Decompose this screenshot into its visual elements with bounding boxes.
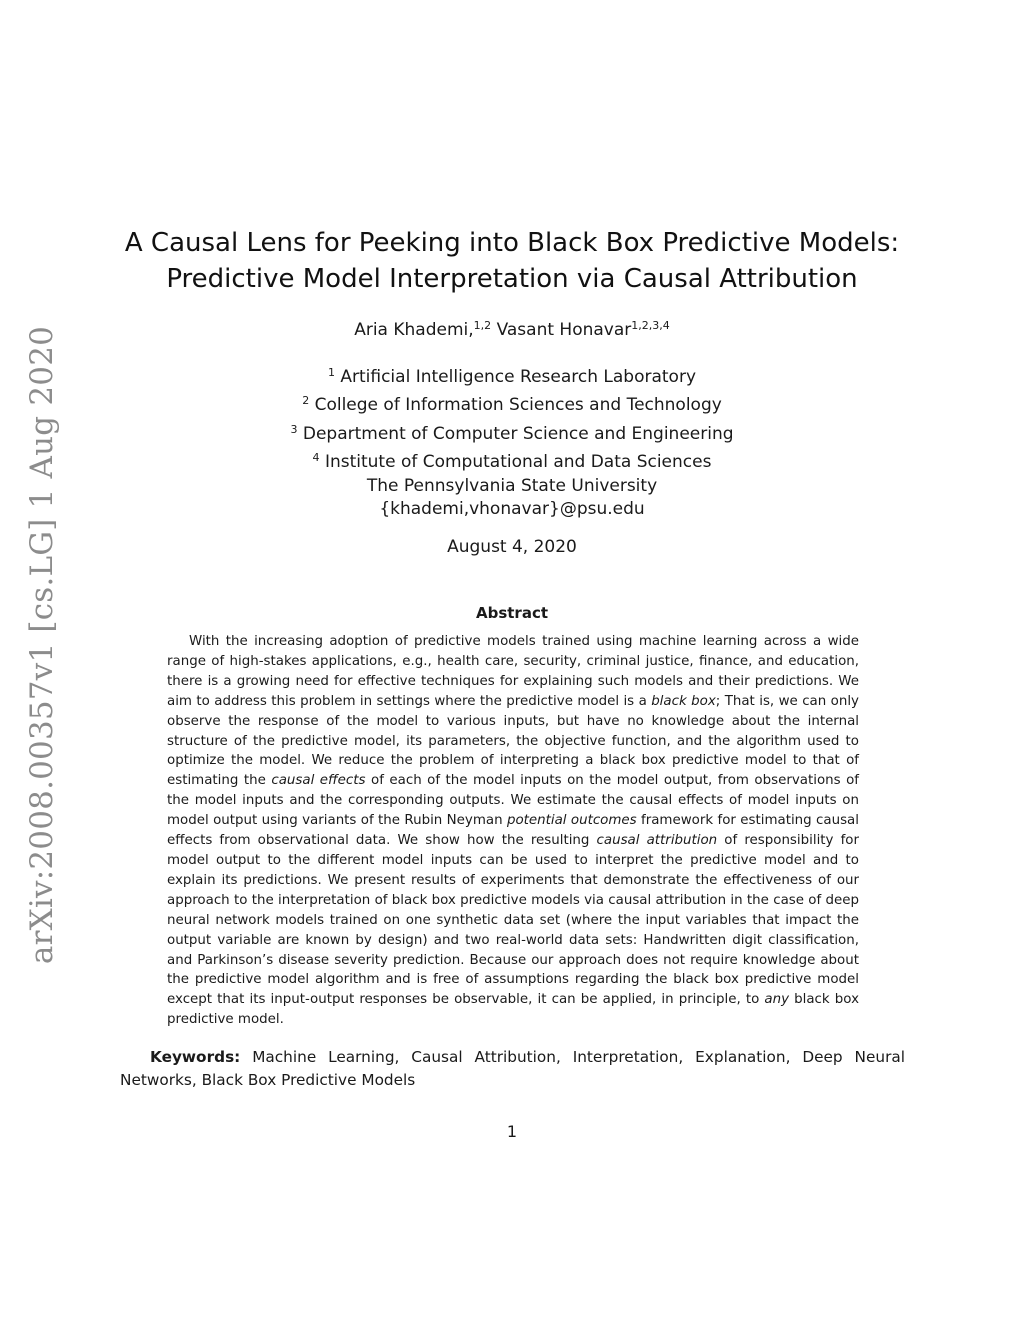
author-list: [0, 319, 1024, 340]
affiliation-mark: 1: [327, 366, 335, 379]
abstract-text: ; That is, we can only observe the response of the model to various inputs, but have no knowledge about the internal structure of the predictive model, its parameters, the objective function, and the algorithm used to optimize the model. We reduce the problem of interpreting a black box predictive model to that of estimating the: [167, 693, 859, 789]
affiliation-text: College of Information Sciences and Technology: [314, 395, 722, 416]
abstract-heading: Abstract: [475, 604, 549, 622]
abstract-text: of each of the model inputs on the model output, from observations of the model inputs and the corresponding outputs. We estimate the causal effects of model inputs on model output using variants of the Rubin Neyman: [167, 773, 859, 829]
affiliation-line: [0, 361, 1024, 389]
affiliation-line: [0, 446, 1024, 474]
abstract-text: of responsibility for model output to the different model inputs can be used to interpret the predictive model and to explain its predictions. We present results of experiments that demonstrate the effectiveness of our approach to the interpretation of black box predictive models via causal attribution in the case of deep neural network models trained on one synthetic data set (where the input variables that impact the output variable are known by design) and two real-world data sets: Handwritten digit classification, and Parkinson’s disease severity prediction. Because our approach does not require knowledge about the predictive model algorithm and is free of assumptions regarding the black box predictive model except that its input-output responses be observable, it can be applied, in principle, to: [167, 833, 859, 1008]
keywords-paragraph: [120, 1046, 905, 1092]
title-line-1: A Causal Lens for Peeking into Black Box Predictive Models:: [124, 228, 900, 258]
university-name: The Pennsylvania State University: [366, 475, 658, 496]
title-line-2: Predictive Model Interpretation via Causal Attribution: [166, 264, 858, 294]
abstract-emphasis: causal effects: [271, 773, 366, 789]
affiliation-line: [0, 389, 1024, 417]
keywords-label: Keywords:: [150, 1048, 241, 1066]
keywords-text: Machine Learning, Causal Attribution, Interpretation, Explanation, Deep Neural Networks, Black Box Predictive Models: [120, 1048, 905, 1089]
abstract-emphasis: black box: [651, 693, 716, 709]
arxiv-identifier: arXiv:2008.00357v1 [cs.LG] 1 Aug 2020: [24, 325, 60, 965]
author-email: {khademi,vhonavar}@psu.edu: [379, 499, 645, 520]
abstract-text: With the increasing adoption of predictive models trained using machine learning across a wide range of high-stakes applications, e.g., health care, security, criminal justice, finance, and education, there is a growing need for effective techniques for explaining such models and their predictions. We aim to address this problem in settings where the predictive model is a: [167, 634, 859, 709]
abstract-emphasis: causal attribution: [596, 833, 718, 849]
affiliation-mark: 3: [290, 422, 298, 436]
affiliation-text: Artificial Intelligence Research Laboratory: [340, 367, 697, 387]
abstract-emphasis: any: [764, 992, 790, 1008]
affiliation-text: Department of Computer Science and Engineering: [302, 423, 734, 444]
affiliation-text: Institute of Computational and Data Sciences: [324, 452, 712, 473]
abstract-body: [167, 632, 859, 1030]
abstract-text: black box predictive model.: [167, 992, 859, 1028]
author-affiliation-marks: 1,2,3,4: [631, 319, 670, 332]
paper-title: [0, 225, 1024, 297]
publication-date: August 4, 2020: [447, 537, 577, 557]
page-number: 1: [506, 1122, 518, 1141]
affiliation-block: [0, 361, 1024, 521]
abstract-text: framework for estimating causal effects from observational data. We show how the resulting: [167, 813, 859, 849]
abstract-emphasis: potential outcomes: [506, 813, 637, 829]
author-affiliation-marks: 1,2: [473, 319, 492, 332]
affiliation-mark: 4: [312, 451, 320, 465]
author-name: Vasant Honavar: [496, 320, 632, 340]
affiliation-mark: 2: [302, 394, 310, 408]
affiliation-line: [0, 418, 1024, 446]
author-name: Aria Khademi,: [354, 320, 474, 340]
